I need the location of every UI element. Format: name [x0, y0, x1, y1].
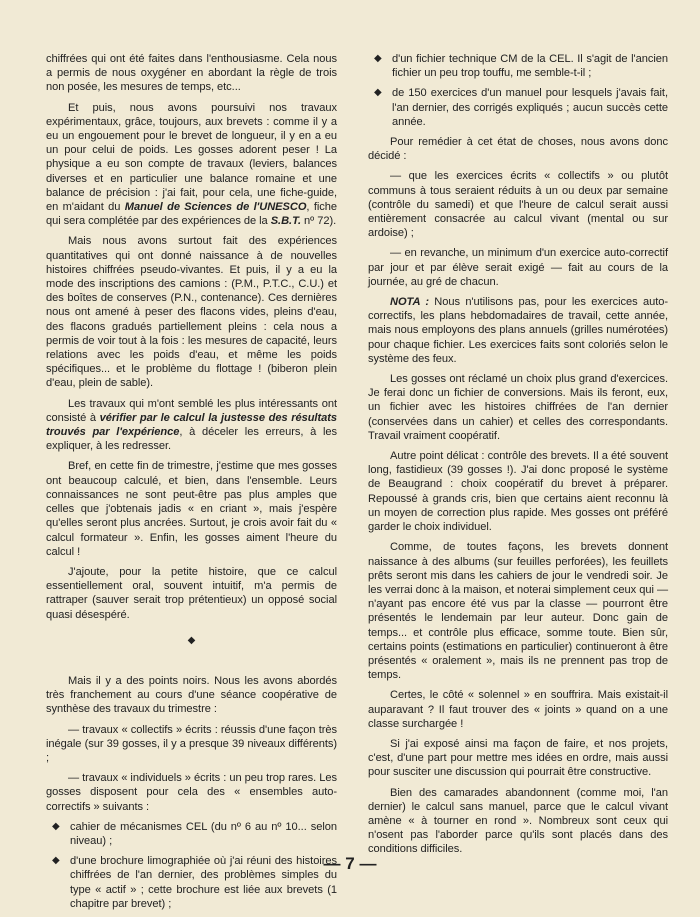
text-run: Et puis, nous avons poursuivi nos travaux expérimentaux, grâce, toujours, aux brevets : comme il y a eu un engouement pour le brevet de longueur, il y en a eu un pour celui de poids. Les gosses adorent peser ! La physique a eu son compte de travaux (leviers, balances diverses et en particulier une balance romaine et une balance de précision : j'ai fait, pour cela, une fiche-guide, en m'aidant du	[46, 101, 337, 214]
paragraph	[46, 397, 337, 454]
list-item-text: cahier de mécanismes CEL (du nº 6 au nº 10... selon niveau) ;	[70, 820, 337, 847]
bullet-diamond-icon: ◆	[374, 87, 382, 99]
right-column	[368, 52, 668, 863]
emphasis-text: Manuel de Sciences de l'UNESCO	[124, 201, 307, 214]
section-separator-icon: ◆	[187, 634, 196, 646]
nota-label: NOTA :	[390, 296, 429, 309]
nota-paragraph	[368, 295, 668, 366]
paragraph	[46, 101, 337, 229]
emphasis-text: vérifier par le calcul la justesse des résultats trouvés par l'expérience	[46, 411, 337, 439]
list-item	[368, 52, 668, 80]
text-run: , fiche qui sera complétée par des expériences de la	[46, 201, 337, 228]
paragraph: Les gosses ont réclamé un choix plus grand d'exercices. Je ferai donc un fichier de conversions. Mais ils feront, eux, un fichier avec les histoires chiffrées de l'an dernier (conservées dans un cahier) et celles des correspondants. Travail vraiment coopératif.	[368, 373, 668, 442]
paragraph: — travaux « collectifs » écrits : réussis d'une façon très inégale (sur 39 gosses, il y a presque 39 niveaux différents) ;	[46, 723, 337, 764]
paragraph: J'ajoute, pour la petite histoire, que ce calcul essentiellement oral, souvent intuitif, m'a permis de rattraper (sauver serait trop prétentieux) un opposé social quasi désespéré.	[46, 565, 337, 621]
bullet-diamond-icon: ◆	[52, 855, 60, 867]
paragraph: — que les exercices écrits « collectifs » ou plutôt communs à tous seraient réduits à un ou deux par semaine (contrôle du samedi) et que l'heure de calcul serait aussi entièrement consacrée au calcul vivant (mental ou sur ardoise) ;	[368, 170, 668, 240]
paragraph: Autre point délicat : contrôle des brevets. Il a été souvent long, fastidieux (39 gosses !). J'ai donc proposé le système de Beaugrand : choix coopératif du brevet à préparer. Repoussé à grands cris, bien que certains aient reconnu là un moyen de correction plus rapide. Mes gosses ont préféré garder le choix individuel.	[368, 450, 668, 534]
paragraph: Si j'ai exposé ainsi ma façon de faire, et nos projets, c'est, d'une part pour mettre mes idées en ordre, mais aussi pour susciter une discussion qui pourrait être constructive.	[368, 737, 668, 779]
paragraph: Mais il y a des points noirs. Nous les avons abordés très franchement au cours d'une séance coopérative de synthèse des travaux du trimestre :	[46, 674, 337, 716]
list-item-text: d'une brochure limographiée où j'ai réuni des histoires chiffrées de l'an dernier, des problèmes simples du type « actif » ; cette brochure est liée aux brevets (1 chapitre par brevet) ;	[70, 855, 337, 910]
paragraph: Bref, en cette fin de trimestre, j'estime que mes gosses ont beaucoup calculé, et bien, dans l'ensemble. Leurs connaissances ne sont peut-être pas plus amples que celles que j'obtenais jadis « en criant », mais j'espère qu'elles seront plus ancrées. Surtout, je crois avoir fait du « calcul formateur ». Enfin, les gosses aiment l'heure du calcul !	[46, 460, 337, 558]
list-item	[46, 820, 337, 848]
paragraph: — en revanche, un minimum d'un exercice auto-correctif par jour et par élève serait exigé — fait au cours de la journée, au gré de chacun.	[368, 247, 668, 288]
text-run: nº 72).	[301, 215, 337, 228]
text-run: Les travaux qui m'ont semblé les plus intéressants ont consisté à	[46, 397, 337, 424]
paragraph: — travaux « individuels » écrits : un peu trop rares. Les gosses disposent pour cela des « ensembles auto-correctifs » suivants :	[46, 772, 337, 813]
paragraph: Bien des camarades abandonnent (comme moi, l'an dernier) le calcul sans manuel, parce que le calcul vivant amène « à tourner en rond ». Nombreux sont ceux qui n'osent pas l'aborder parce qu'ils sont placés dans des conditions difficiles.	[368, 786, 668, 856]
paragraph: Mais nous avons surtout fait des expériences quantitatives qui ont donné naissance à de nouvelles histoires chiffrées pseudo-vivantes. Et puis, il y a eu la mode des inscriptions des camions : (P.M., P.T.C., C.U.) et des boîtes de conserves (P.N., contenance). Ces dernières nous ont amené à peser des flacons vides, pleins d'eau, des flacons gradués partiellement pleins : cela nous a permis de voir tout à la fois : les mesures de capacité, leurs relations avec les poids d'eau, et même les poids spécifiques... et le problème du flottage ! (biberon plein d'eau, plein de sable).	[46, 235, 337, 390]
left-column	[46, 52, 337, 917]
list-item-text: d'un fichier technique CM de la CEL. Il s'agit de l'ancien fichier un peu trop touffu, me semble-t-il ;	[392, 53, 668, 80]
paragraph: Certes, le côté « solennel » en souffrira. Mais existait-il auparavant ? Il faut trouver des « joints » quand on a une classe surchargée !	[368, 689, 668, 730]
list-item	[368, 86, 668, 129]
emphasis-text: S.B.T.	[270, 215, 302, 228]
paragraph: Pour remédier à cet état de choses, nous avons donc décidé :	[368, 136, 668, 163]
list-item-text: de 150 exercices d'un manuel pour lesquels j'avais fait, l'an dernier, des corrigés expliqués ; aucun succès cette année.	[392, 87, 668, 128]
text-run: Nous n'utilisons pas, pour les exercices auto-correctifs, les plans hebdomadaires de travail, cette année, mais nous employons des plans annuels (grilles numérotées) pour chaque fichier. Les exercices faits sont coloriés selon le système des feux.	[368, 296, 668, 365]
text-run: , à déceler les erreurs, à les expliquer, à les redresser.	[46, 426, 337, 453]
paragraph: Comme, de toutes façons, les brevets donnent naissance à des albums (sur feuilles perforées), les feuillets prêts seront mis dans les cahiers de jour le vendredi soir. Je les verrai donc à la maison, et noterai simplement ceux qui — n'ayant pas encore été vus par la classe — pourront être présentés le lendemain par leur auteur. Donc gain de temps... et contrôle plus efficace, somme toute. Bien sûr, certains points (estimations en particulier) continueront à être présentés « oralement », mais ils ne prennent pas trop de temps.	[368, 541, 668, 682]
bullet-diamond-icon: ◆	[374, 53, 382, 64]
bullet-diamond-icon: ◆	[52, 820, 60, 832]
paragraph: chiffrées qui ont été faites dans l'enthousiasme. Cela nous a permis de nous oxygéner en abordant la règle de trois non posée, les mesures de temps, etc...	[46, 53, 337, 94]
page-number: — 7 —	[323, 854, 377, 873]
